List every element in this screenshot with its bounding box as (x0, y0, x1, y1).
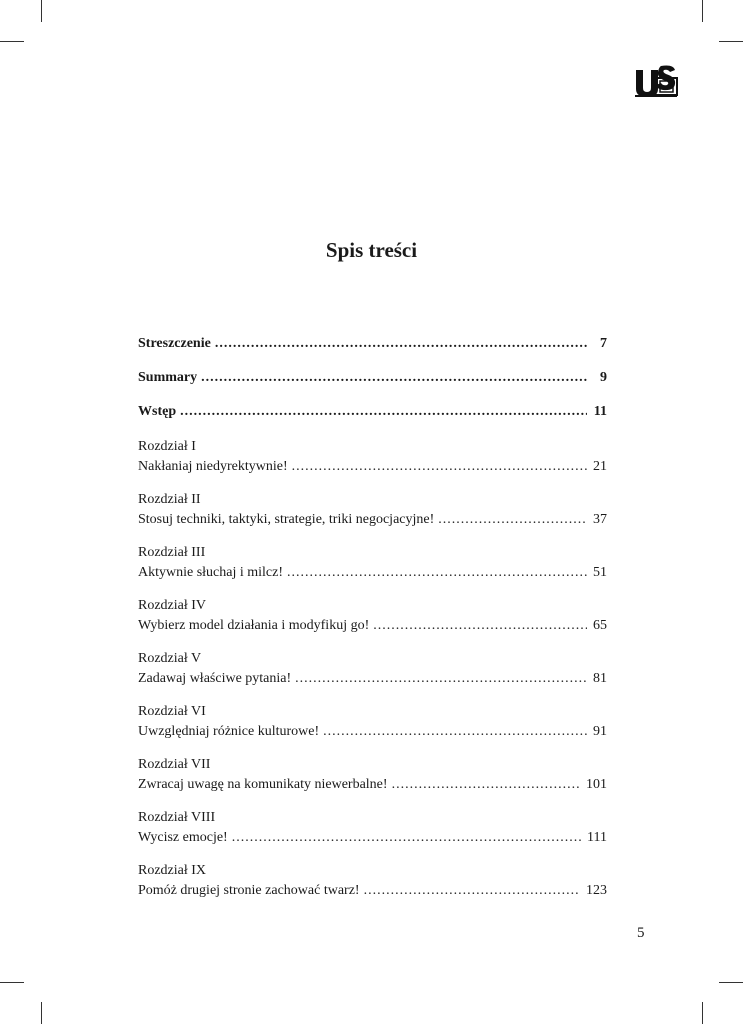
toc-chapter-8[interactable] (138, 808, 607, 848)
crop-mark (41, 0, 42, 22)
chapter-label: Rozdział VI (138, 704, 206, 719)
entry-label: Summary (138, 370, 198, 385)
dot-leader (215, 334, 587, 354)
chapter-page: 91 (593, 724, 607, 739)
crop-mark (702, 0, 703, 22)
entry-label: Streszczenie (138, 336, 211, 351)
toc-entry-introduction[interactable] (138, 402, 607, 422)
dot-leader (438, 510, 587, 530)
dot-leader (392, 775, 580, 795)
dot-leader (364, 881, 580, 901)
chapter-page: 81 (593, 671, 607, 686)
dot-leader (287, 563, 587, 583)
chapter-title: Pomóż drugiej stronie zachować twarz! (138, 883, 360, 898)
chapter-label: Rozdział III (138, 545, 206, 560)
toc-chapter-4[interactable] (138, 596, 607, 636)
entry-page: 9 (600, 370, 607, 385)
chapter-page: 101 (586, 777, 607, 792)
chapter-title: Nakłaniaj niedyrektywnie! (138, 459, 288, 474)
crop-mark (41, 1002, 42, 1024)
chapter-label: Rozdział V (138, 651, 202, 666)
chapter-label: Rozdział II (138, 492, 201, 507)
dot-leader (373, 616, 587, 636)
publisher-logo-icon (633, 64, 679, 98)
dot-leader (201, 368, 587, 388)
page-number: 5 (637, 925, 645, 941)
chapter-title: Zwracaj uwagę na komunikaty niewerbalne! (138, 777, 388, 792)
chapter-title: Wybierz model działania i modyfikuj go! (138, 618, 370, 633)
toc-chapter-7[interactable] (138, 755, 607, 795)
toc-chapter-5[interactable] (138, 649, 607, 689)
chapter-label: Rozdział VIII (138, 810, 216, 825)
table-of-contents (138, 334, 607, 914)
chapter-label: Rozdział IV (138, 598, 207, 613)
entry-page: 11 (593, 404, 607, 419)
crop-mark (719, 982, 743, 983)
toc-chapter-2[interactable] (138, 490, 607, 530)
crop-mark (702, 1002, 703, 1024)
chapter-page: 37 (593, 512, 607, 527)
dot-leader (295, 669, 587, 689)
chapter-label: Rozdział IX (138, 863, 207, 878)
entry-label: Wstęp (138, 404, 177, 419)
chapter-title: Uwzględniaj różnice kulturowe! (138, 724, 320, 739)
entry-page: 7 (600, 336, 607, 351)
chapter-title: Zadawaj właściwe pytania! (138, 671, 292, 686)
toc-entry-summary-en[interactable] (138, 368, 607, 388)
chapter-page: 21 (593, 459, 607, 474)
chapter-title: Stosuj techniki, taktyki, strategie, triki negocjacyjne! (138, 512, 435, 527)
page-title: Spis treści (325, 238, 418, 262)
dot-leader (323, 722, 587, 742)
dot-leader (180, 402, 587, 422)
dot-leader (232, 828, 581, 848)
chapter-page: 51 (593, 565, 607, 580)
chapter-page: 111 (587, 830, 607, 845)
chapter-label: Rozdział I (138, 439, 196, 454)
toc-entry-summary-pl[interactable] (138, 334, 607, 354)
toc-chapter-3[interactable] (138, 543, 607, 583)
chapter-page: 123 (586, 883, 607, 898)
dot-leader (292, 457, 587, 477)
crop-mark (719, 41, 743, 42)
toc-chapter-9[interactable] (138, 861, 607, 901)
crop-mark (0, 982, 24, 983)
toc-chapter-6[interactable] (138, 702, 607, 742)
chapter-title: Wycisz emocje! (138, 830, 228, 845)
toc-chapter-1[interactable] (138, 437, 607, 477)
crop-mark (0, 41, 24, 42)
chapter-label: Rozdział VII (138, 757, 211, 772)
chapter-page: 65 (593, 618, 607, 633)
chapter-title: Aktywnie słuchaj i milcz! (138, 565, 284, 580)
